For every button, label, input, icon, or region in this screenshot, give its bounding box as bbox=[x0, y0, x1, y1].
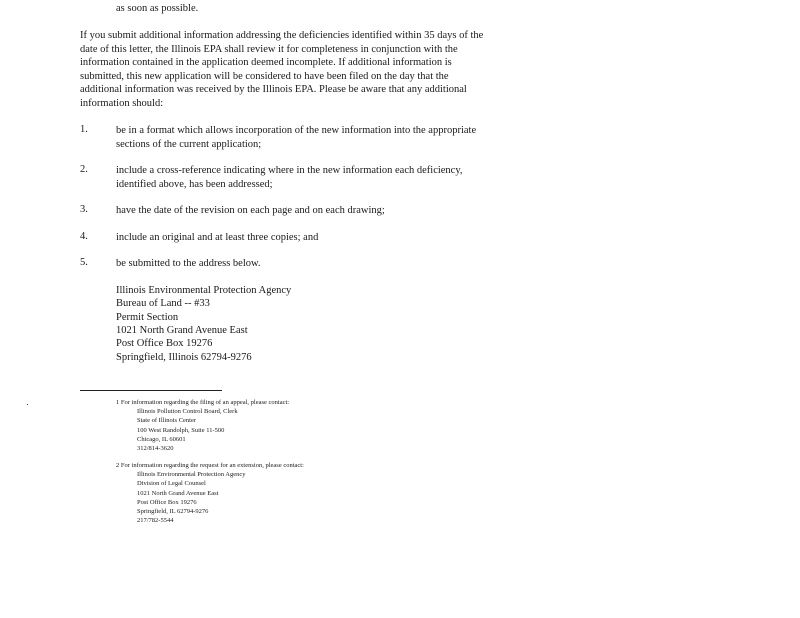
list-item-text: include an original and at least three copies; and bbox=[116, 232, 319, 243]
list-item-number: 3. bbox=[80, 204, 88, 215]
footnote-line: Springfield, IL 62794-9276 bbox=[137, 508, 209, 515]
address-line: Illinois Environmental Protection Agency bbox=[116, 285, 292, 296]
footnote-line: 1021 North Grand Avenue East bbox=[137, 489, 219, 497]
list-item-number: 4. bbox=[80, 231, 88, 242]
list-item-text: be submitted to the address below. bbox=[116, 258, 261, 269]
address-line: Springfield, Illinois 62794-9276 bbox=[116, 351, 252, 363]
paragraph-line: information contained in the application deemed incomplete. If additional information is bbox=[80, 57, 452, 69]
address-line: 1021 North Grand Avenue East bbox=[116, 324, 248, 336]
scan-speck bbox=[27, 404, 28, 405]
address-line: Permit Section bbox=[116, 311, 179, 323]
footnote-line: 312/814-3620 bbox=[137, 445, 174, 452]
footnote-line: 2 For information regarding the request for an extension, please contact: bbox=[116, 462, 304, 469]
footnote-line: 1 For information regarding the filing of an appeal, please contact: bbox=[116, 399, 290, 406]
footnote-line: 217/782-5544 bbox=[137, 517, 174, 525]
top-fragment-text: as soon as possible. bbox=[116, 3, 199, 14]
list-item-number: 1. bbox=[80, 124, 88, 135]
footnote-line: Division of Legal Counsel bbox=[137, 480, 206, 488]
footnote-line: Illinois Environmental Protection Agency bbox=[137, 471, 246, 479]
list-item-text: be in a format which allows incorporation of the new information into the appropriate bbox=[116, 125, 477, 136]
footnote-line: Illinois Pollution Control Board, Clerk bbox=[137, 408, 238, 416]
list-item-text: identified above, has been addressed; bbox=[116, 178, 273, 190]
paragraph-line: information should: bbox=[80, 98, 164, 109]
footnote-line: Chicago, IL 60601 bbox=[137, 435, 186, 443]
paragraph-line: submitted, this new application will be considered to have been filed on the day that the bbox=[80, 70, 449, 82]
footnote-line: State of Illinois Center bbox=[137, 417, 197, 425]
paragraph-line: If you submit additional information addressing the deficiencies identified within 35 days of the bbox=[80, 30, 484, 41]
footnote-rule bbox=[80, 390, 222, 391]
paragraph-line: date of this letter, the Illinois EPA shall review it for completeness in conjunction with the bbox=[80, 43, 458, 55]
footnote-line: Post Office Box 19276 bbox=[137, 498, 197, 506]
list-item-number: 5. bbox=[80, 257, 88, 268]
list-item-number: 2. bbox=[80, 164, 88, 175]
list-item-text: sections of the current application; bbox=[116, 138, 262, 150]
paragraph-line: additional information was received by the Illinois EPA. Please be aware that any additional bbox=[80, 84, 467, 96]
address-line: Bureau of Land -- #33 bbox=[116, 298, 210, 310]
list-item-text: have the date of the revision on each page and on each drawing; bbox=[116, 205, 385, 216]
footnote-line: 100 West Randolph, Suite 11-500 bbox=[137, 426, 225, 434]
list-item-text: include a cross-reference indicating where in the new information each deficiency, bbox=[116, 165, 463, 176]
address-line: Post Office Box 19276 bbox=[116, 338, 213, 350]
